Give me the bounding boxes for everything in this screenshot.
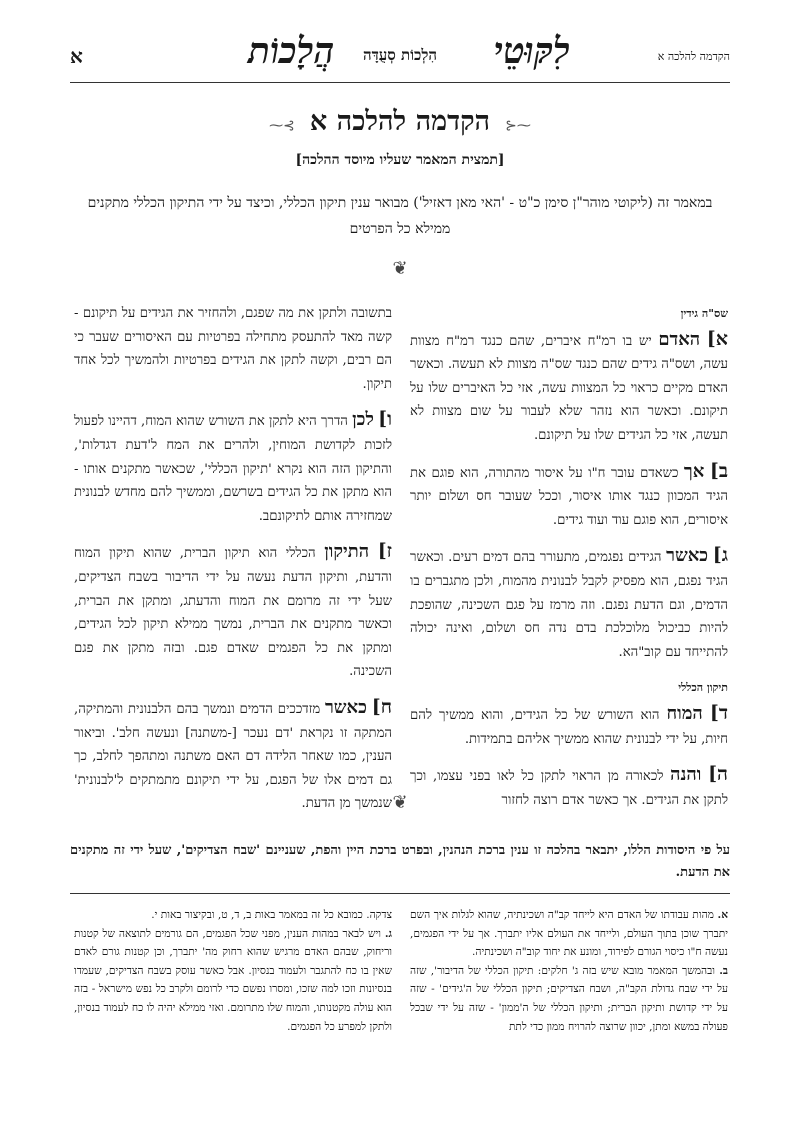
paragraph-letter: א] (706, 327, 728, 350)
paragraph-letter: ז] (377, 540, 392, 563)
footnote-mark: ב. (719, 964, 728, 977)
footnote-text: ויש לבאר במהות הענין, מפני שכל הפגמים, הם גורמים לתוצאה של קטנות וריחוק, שבהם האדם מרגיש שהוא רחוק מה' יתברך, וכן קטנות גורם לאדם שאין בו כח להתגבר ולעמוד בנסיון. אבל כאשר עוסק בשבח הצדיקים, שעמדו בנסיונות וזכו למה שזכו, ומסרו נפשם כדי לרומם ולקרב כל נפש מישראל - בזה הוא עולה מקטנותו, והמוח שלו מתרומם. ואזי ממילא יהיה לו כח לעמוד בנסיון, ולתקן למפרע כל הפגמים. (74, 927, 392, 1033)
left-column (74, 302, 392, 828)
summary-paragraph: על פי היסודות הללו, יתבאר בהלכה זו ענין ברכת הנהנין, ובפרט ברכת היין והפת, שעניינם 'שבח הצדיקים', שעל ידי זה מתקנים את הדעת. (70, 843, 730, 880)
paragraph-vav (74, 408, 392, 528)
flourish-ornament-right: ⁓⊰ (505, 117, 531, 134)
header-intro-label: הקדמה להלכה א (657, 50, 730, 63)
footnote-a (410, 906, 728, 962)
header-likutei: לִקּוּטֵי (493, 30, 570, 72)
paragraph-d (410, 702, 728, 751)
paragraph-keyword: האדם (658, 328, 701, 350)
footnote-rule (70, 893, 730, 894)
header-page-letter: א (70, 44, 83, 68)
paragraph-letter: ו] (378, 408, 392, 431)
footnote-b (410, 962, 728, 1036)
paragraph-keyword: כאשר (324, 696, 367, 718)
section-label: שס"ה גידין (680, 307, 728, 320)
footnote-continued: צדקה. כמובא כל זה במאמר באות ב, ד, ט, ובקיצור באות י. (151, 909, 392, 921)
paragraph-letter: ב] (709, 459, 728, 482)
page-subtitle: [תמצית המאמר שעליו מיוסד ההלכה] (295, 152, 505, 168)
footnote-text: ובהמשך המאמר מובא שיש בזה ג' חלקים: תיקון הכללי של הדיבור', שזה על ידי שבח גדולת הקב"ה, ושבח הצדיקים; תיקון הכללי של ה'גידים' - שזה על ידי קדושת ותיקון הברית; ותיקון הכללי של ה'ממון' - שזה על ידי שבכל פעולה במשא ומתן, יכוון שרוצה להרויח ממון כדי לתת (410, 964, 728, 1033)
paragraph-text: יש בו רמ"ח איברים, שהם כנגד רמ"ח מצוות עשה, ושס"ה גידים שהם כנגד שס"ה מצוות לא תעשה. וכאשר האדם מקיים כראוי כל המצוות עשה, אזי כל האיברים שלו על תיקונם. וכאשר הוא נזהר שלא לעבור על שום מצוות לא תעשה, אזי כל הגידים שלו על תיקונם. (410, 333, 728, 443)
flourish-ornament-left: ⊱⁓ (269, 117, 295, 134)
header-halachot: הֲלָכוֹת (248, 30, 335, 72)
footnote-mark: ג. (384, 927, 392, 940)
title-block (70, 106, 730, 137)
paragraph-zayin (74, 540, 392, 684)
paragraph-text: הוא השורש של כל הגידים, והוא ממשיך להם חיות, על ידי לבנונית שהוא ממשיך אליהם בתמידות. (410, 707, 728, 747)
separator-ornament: ❦ (392, 258, 408, 279)
page-title: הקדמה להלכה א (309, 106, 491, 137)
paragraph-text: מזדככים הדמים ונמשך בהם הלבנונית והמתיקה, המתקה זו נקראת 'דם נעכר [-משתנה] ונעשה חלב'. וביאור הענין, כמו שאחר הלידה דם האם משתנה ומתהפך לחלב, כך גם דמים אלו של הפגם, על ידי תיקונם מתמתקים ל'לבנונית' שנמשך מן הדעת. (74, 701, 392, 812)
footnote-text: מהות עבודתו של האדם היא לייחד קב"ה ושכינתיה, שהוא לגלות איך השם יתברך שוכן בתוך העולם, ולייחד את העולם אליו יתברך. אך על ידי הפגמים, נעשה ח"ו כיסוי הגורם לפירוד, ומונע את יחוד קוב"ה ושכינתיה. (410, 909, 728, 959)
separator-ornament: ❦ (392, 792, 408, 813)
paragraph-a (410, 328, 728, 448)
paragraph-keyword: לכן (352, 409, 374, 431)
paragraph-keyword: המוח (666, 702, 703, 724)
paragraph-letter: ח] (371, 695, 392, 718)
paragraph-letter: ד] (709, 701, 728, 724)
paragraph-keyword: התיקון (324, 541, 370, 563)
intro-paragraph: במאמר זה (ליקוטי מוהר"ן סימן כ"ט - 'האי מאן דאזיל') מבואר ענין תיקון הכללי, וכיצד על ידי התיקון הכללי מתקנים ממילא כל הפרטים (87, 195, 713, 237)
paragraph-text: הכללי הוא תיקון הברית, שהוא תיקון המוח והדעת, ותיקון הדעת נעשה על ידי הדיבור בשבח הצדיקים, שעל ידי זה מרומם את המוח והדעתג, ומתקן את הברית, וכאשר מתקנים את הברית, נמשך ממילא תיקון לכל הגידים, ומתקן את כל הפגמים שאדם פגם. ובזה מתקן את פגם השכינה. (74, 546, 392, 680)
paragraph-b (410, 460, 728, 533)
paragraph-letter: ה] (708, 763, 728, 786)
right-column (410, 302, 728, 824)
paragraph-letter: ג] (712, 544, 728, 567)
footnote-mark: א. (717, 909, 728, 921)
section-label: תיקון הכללי (678, 681, 728, 695)
footnote-g (74, 925, 392, 1037)
paragraph-keyword: כאשר (666, 545, 709, 567)
paragraph-text: לכאורה מן הראוי לתקן כל לאו בפני עצמו, וכך לתקן את הגידים. אך כאשר אדם רוצה לחזור (410, 769, 728, 808)
footnotes-right-column (410, 906, 728, 1036)
paragraph-c (410, 544, 728, 664)
paragraph-text: כשאדם עובר ח"ו על איסור מהתורה, הוא פוגם את הגיד המכוון כנגד אותו איסור, וככל שעובר חס ושלום יותר איסורים, הוא פוגם עוד ועוד גידים. (410, 465, 728, 528)
paragraph-keyword: אך (683, 460, 705, 482)
running-header (70, 30, 730, 78)
paragraph-text: הגידים נפגמים, מתעורר בהם דמים רעים. וכאשר הגיד נפגם, הוא מפסיק לקבל לבנונית מהמוח, ולכן מתגברים בו הדמים, וגם הדעת נפגם. וזה מרמז על פגם השכינה, שהופכת להיות כביכול מלוכלכת בדם נדה חס ושלום, ואינה יכולה להתייחד עם קוב"הא. (410, 550, 728, 660)
paragraph-text: הדרך היא לתקן את השורש שהוא המוח, דהיינו לפעול לזכות לקדושת המוחין, ולהרים את המח ל'דעת דגדלות', והתיקון הזה הוא נקרא 'תיקון הכללי', שכאשר מתקנים אותו - הוא מתקן את כל הגידים בשרשם, וממשיך להם מחדש לבנונית שמחזירה אותם לתיקונםב. (74, 414, 392, 524)
paragraph-continued: בתשובה ולתקן את מה שפגם, ולהחזיר את הגידים על תיקונם - קשה מאד להתעסק מתחילה בפרטיות עם האיסורים שעבר כי הם רבים, וקשה לתקן את הגידים בפרטיות ולהמשיך לכל אחד תיקון. (74, 306, 392, 392)
header-section: הִלְכוֹת סְעֻדָּה (362, 46, 438, 64)
paragraph-keyword: והנה (670, 764, 702, 786)
footnotes-left-column (74, 906, 392, 1036)
header-rule (70, 82, 730, 83)
